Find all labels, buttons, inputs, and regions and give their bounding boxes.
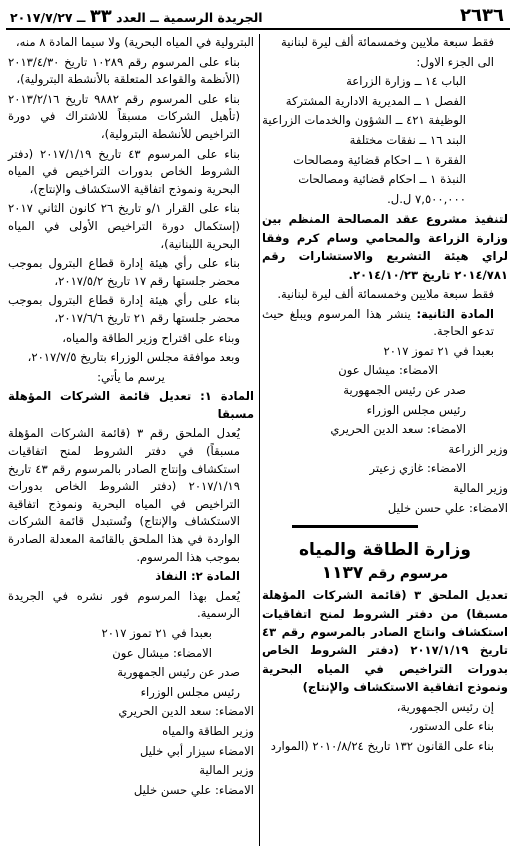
preamble-decree-9882: بناء على المرسوم رقم ٩٨٨٢ تاريخ ٢٠١٣/٢/١٦ (تأهيل الشركات مسبقاً للاشتراك في دورة التراخيص للأنشطة البترولية)،	[8, 91, 240, 141]
amount-figure: ٧,٥٠٠,٠٠٠ ل.ل.	[387, 191, 466, 206]
signature-president-2: الامضاء: ميشال عون	[112, 645, 212, 660]
decree-number-value: ١١٣٧	[321, 563, 364, 584]
decree-number	[262, 563, 508, 584]
article-1-title: المادة ١: تعديل قائمة الشركات المؤهلة مسبقا	[8, 389, 254, 421]
signature-finance: الامضاء: علي حسن خليل	[387, 500, 508, 515]
preamble-opinion-21: بناء على رأي هيئة إدارة قطاع البترول بموجب محضر جلستها رقم ٢١ تاريخ ٢٠١٧/٦/٦،	[8, 293, 240, 325]
signature-energy: الامضاء سيزار أبي خليل	[140, 743, 254, 758]
section-separator	[262, 519, 508, 533]
pm-title: رئيس مجلس الوزراء	[366, 402, 466, 417]
preamble-president: إن رئيس الجمهورية،	[396, 699, 494, 714]
right-column	[262, 34, 508, 757]
minister-finance-title: وزير المالية	[453, 480, 508, 495]
article-two	[262, 306, 508, 341]
preamble-law: بناء على القانون ١٣٢ تاريخ ٢٠١٠/٨/٢٤ (الموارد	[270, 738, 494, 753]
budget-clause: النبذة ١ ــ احكام قضائية ومصالحات	[298, 172, 466, 187]
preamble-approval: وبعد موافقة مجلس الوزراء بتاريخ ٢٠١٧/٧/٥،	[27, 350, 240, 365]
minister-energy-title: وزير الطاقة والمياه	[162, 723, 254, 738]
signature-finance-2: الامضاء: علي حسن خليل	[133, 782, 254, 797]
issued-by: صدر عن رئيس الجمهورية	[343, 382, 466, 397]
budget-section: الفصل ١ ــ المديرية الادارية المشتركة	[285, 93, 466, 108]
ministry-title: وزارة الطاقة والمياه	[299, 540, 471, 561]
article-2-text: يُعمل بهذا المرسوم فور نشره في الجريدة الرسمية.	[8, 588, 240, 621]
gazette-title	[10, 8, 263, 27]
article-two-text: ينشر هذا المرسوم ويبلغ حيث تدعو الحاجة.	[262, 306, 494, 339]
left-column	[8, 34, 254, 801]
signature-pm-2: الامضاء: سعد الدين الحريري	[118, 704, 254, 719]
preamble-decision: بناء على القرار ١/و تاريخ ٢٦ كانون الثاني ٢٠١٧ (إستكمال دورة التراخيص الأولى في المياه البحرية اللبنانية)،	[8, 201, 240, 251]
issue-number: ٣٣	[89, 6, 112, 27]
column-divider	[259, 34, 260, 846]
preamble-decree-10289: بناء على المرسوم رقم ١٠٢٨٩ تاريخ ٢٠١٣/٤/٣٠ (الأنظمة والقواعد المتعلقة بالأنشطة البترولية)،	[8, 54, 240, 87]
minister-agriculture-title: وزير الزراعة	[448, 441, 508, 456]
minister-finance-title-2: وزير المالية	[199, 763, 254, 778]
page-header	[6, 6, 510, 30]
issue-date: ــ ٢٠١٧/٧/٢٧	[10, 10, 86, 25]
preamble-proposal: وبناء على اقتراح وزير الطاقة والمياه،	[62, 330, 240, 345]
part-heading: الى الجزء الاول:	[416, 54, 494, 69]
preamble-opinion-17: بناء على رأي هيئة إدارة قطاع البترول بموجب محضر جلستها رقم ١٧ تاريخ ٢٠١٧/٥/٢،	[8, 256, 240, 288]
amount-words-2: فقط سبعة ملايين وخمسمائة ألف ليرة لبنانية.	[277, 286, 494, 301]
signature-president: الامضاء: ميشال عون	[338, 363, 438, 378]
article-two-label: المادة الثانية:	[416, 306, 495, 321]
gazette-name: الجريدة الرسمية ــ العدد	[116, 10, 263, 25]
article-1-text: يُعدل الملحق رقم ٣ (قائمة الشركات المؤهلة مسبقاً) في دفتر الشروط لمنح اتفاقيات استكشاف وإنتاج الصادر بالمرسوم رقم ٤٣ تاريخ ٢٠١٧/١/١٩ (دفتر الشروط الخاص بدورات التراخيص في المياه البحرية ونموذج اتفاقية الاستكشاف والإنتاج) وتُستبدل قائمة الشركات الواردة في هذا الملحق بالقائمة المعدلة الصادرة بموجب هذا المرسوم.	[8, 426, 240, 564]
place-date: بعبدا في ٢١ تموز ٢٠١٧	[383, 343, 494, 358]
pm-title-2: رئيس مجلس الوزراء	[140, 684, 240, 699]
amount-words: فقط سبعة ملايين وخمسمائة ألف ليرة لبنانية	[281, 35, 494, 49]
budget-function: الوظيفة ٤٢١ ــ الشؤون والخدمات الزراعية	[262, 113, 466, 128]
place-date-2: بعبدا في ٢١ تموز ٢٠١٧	[101, 626, 212, 640]
article-2-title: المادة ٢: النفاذ	[155, 569, 240, 584]
budget-chapter: الباب ١٤ ــ وزارة الزراعة	[346, 74, 466, 89]
preamble-decree-43: بناء على المرسوم ٤٣ تاريخ ٢٠١٧/١/١٩ (دفتر الشروط الخاص بدورات التراخيص في المياه البحرية ونموذج اتفاقية الاستكشاف والإنتاج)،	[8, 146, 240, 196]
decree-subject: تعديل الملحق ٣ (قائمة الشركات المؤهلة مسبقا) من دفتر الشروط لمنح اتفاقيات استكشاف وانتاج الصادر بالمرسوم رقم ٤٣ تاريخ ٢٠١٧/١/١٩ (دفتر الشروط الخاص بدورات التراخيص في المياه البحرية ونموذج اتفاقية الاستكشاف والإنتاج)	[262, 588, 509, 695]
preamble-constitution: بناء على الدستور،	[409, 719, 494, 734]
decrees-following: يرسم ما يأتي:	[97, 369, 165, 384]
decree-prefix: مرسوم رقم	[367, 566, 449, 583]
issued-by-2: صدر عن رئيس الجمهورية	[117, 665, 240, 680]
purpose-text: لتنفيذ مشروع عقد المصالحة المنظم بين وزارة الزراعة والمحامي وسام كرم وفقا لراي هيئة التشريع والاستشارات رقم ٢٠١٤/٧٨١ تاريخ ٢٠١٤/١٠/٢٣.	[262, 212, 508, 282]
preamble-continued: البترولية في المياه البحرية) ولا سيما المادة ٨ منه،	[15, 35, 254, 49]
signature-pm: الامضاء: سعد الدين الحريري	[330, 422, 466, 437]
budget-paragraph: الفقرة ١ ــ احكام قضائية ومصالحات	[293, 152, 466, 167]
signature-agriculture: الامضاء: غازي زعيتر	[369, 461, 466, 476]
page-number: ٢٦٣٦	[460, 5, 504, 26]
budget-item: البند ١٦ ــ نفقات مختلفة	[349, 132, 466, 147]
